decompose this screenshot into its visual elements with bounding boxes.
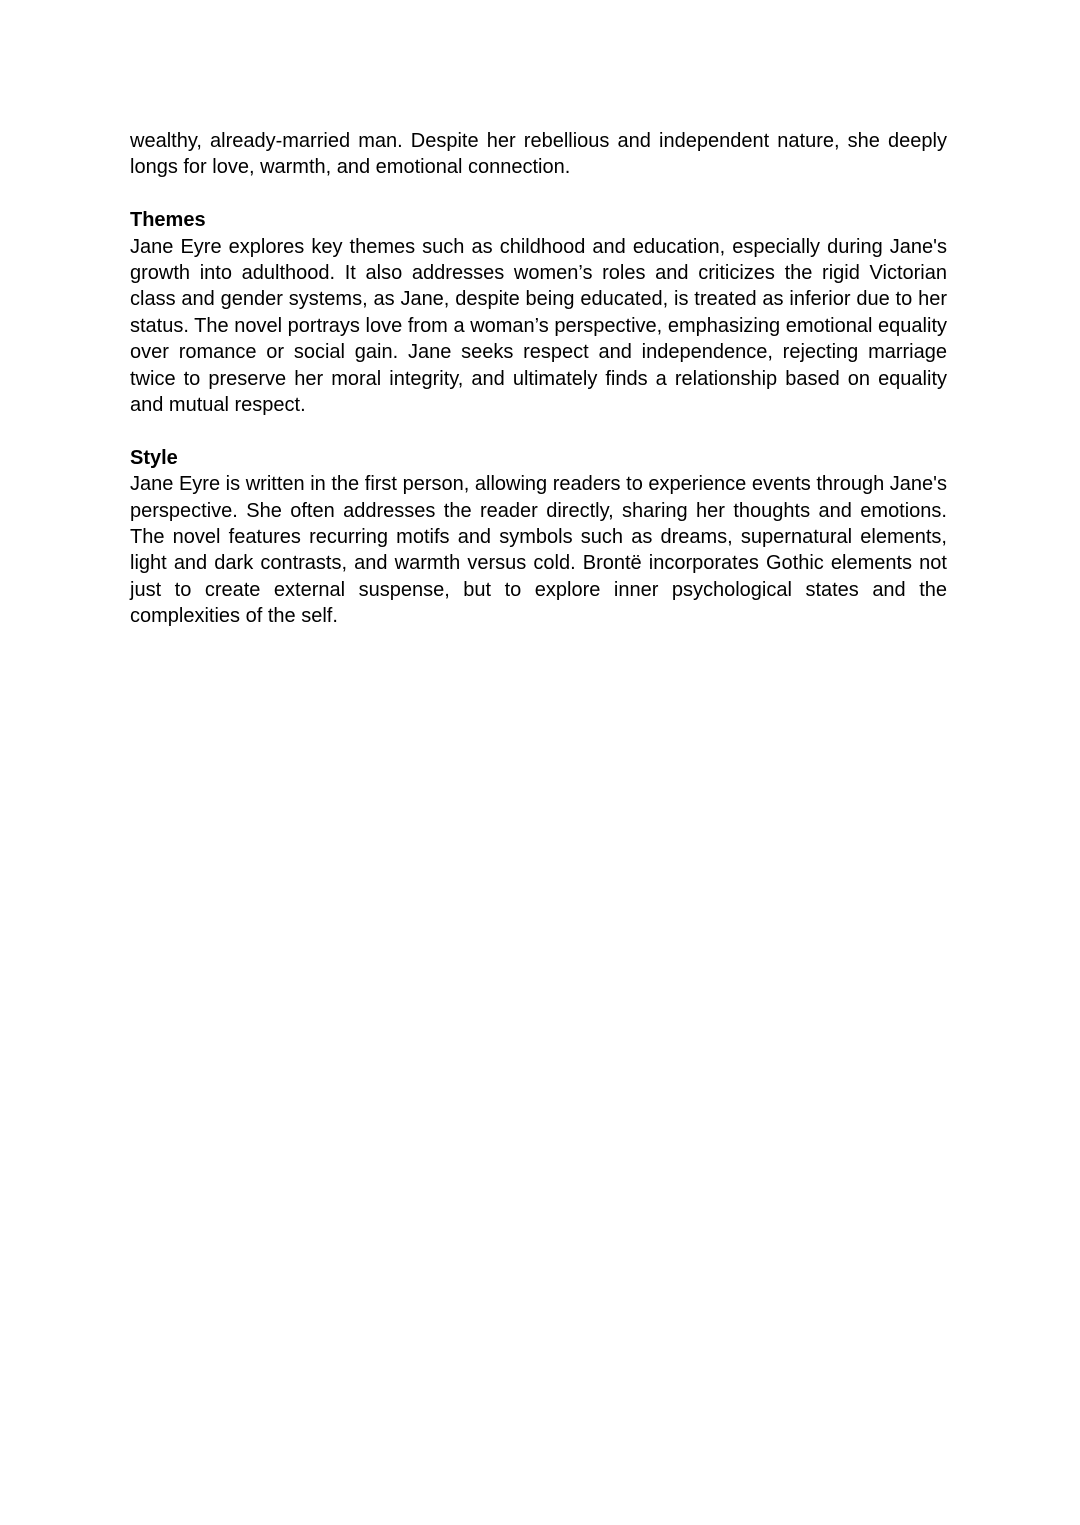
style-paragraph: Jane Eyre is written in the first person, allowing readers to experience events through Jane's perspective. She often addresses the reader directly, sharing her thoughts and emotions. The novel features recurring motifs and symbols such as dreams, supernatural elements, light and dark contrasts, and warmth versus cold. Brontë incorporates Gothic elements not just to create external suspense, but to explore inner psychological states and the complexities of the self. xyxy=(130,473,947,628)
themes-heading: Themes xyxy=(130,209,206,232)
themes-paragraph: Jane Eyre explores key themes such as childhood and education, especially during Jane's growth into adulthood. It also addresses women’s roles and criticizes the rigid Victorian class and gender systems, as Jane, despite being educated, is treated as inferior due to her status. The novel portrays love from a woman’s perspective, emphasizing emotional equality over romance or social gain. Jane seeks respect and independence, rejecting marriage twice to preserve her moral integrity, and ultimately finds a relationship based on equality and mutual respect. xyxy=(130,235,947,417)
paragraph-spacer xyxy=(130,418,947,444)
document-page xyxy=(130,128,947,630)
style-heading: Style xyxy=(130,446,178,469)
intro-paragraph: wealthy, already-married man. Despite her rebellious and independent nature, she deeply longs for love, warmth, and emotional connection. xyxy=(130,130,947,179)
paragraph-spacer xyxy=(130,181,947,207)
